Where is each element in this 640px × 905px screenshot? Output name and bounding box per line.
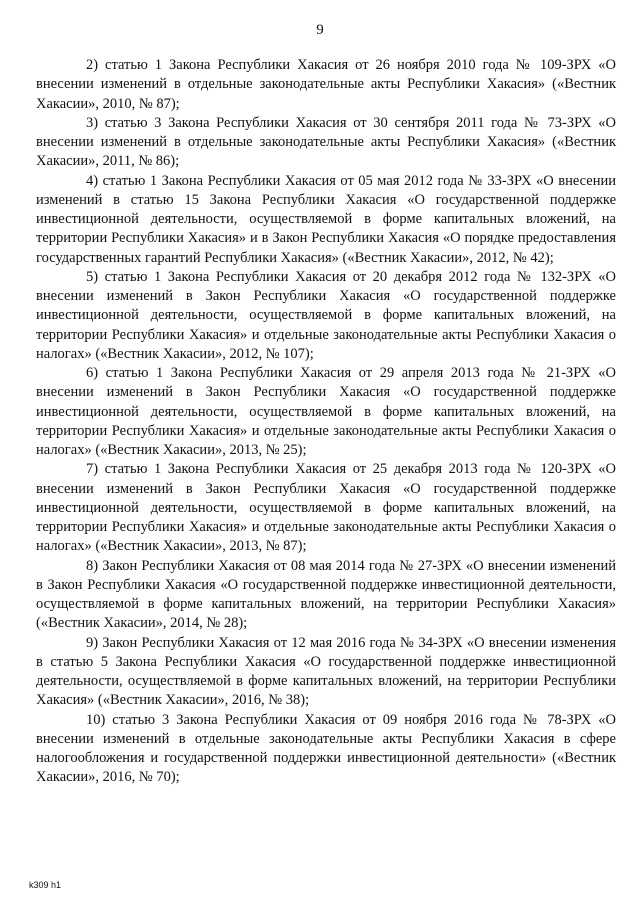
list-item: 5) статью 1 Закона Республики Хакасия от 20 декабря 2012 года № 132-ЗРХ «О внесении изменений в Закон Республики Хакасия «О государственной поддержке инвестиционной деятельности, осуществляемой в форме капитальных вложений, на территории Республики Хакасия» и отдельные законодательные акты Республики Хакасия о налогах» («Вестник Хакасии», 2012, № 107); [36, 268, 616, 362]
document-body [36, 56, 616, 788]
list-item: 7) статью 1 Закона Республики Хакасия от 25 декабря 2013 года № 120-ЗРХ «О внесении изменений в Закон Республики Хакасия «О государственной поддержке инвестиционной деятельности, осуществляемой в форме капитальных вложений, на территории Республики Хакасия» и отдельные законодательные акты Республики Хакасия о налогах» («Вестник Хакасии», 2013, № 87); [36, 461, 616, 555]
list-item: 10) статью 3 Закона Республики Хакасия от 09 ноября 2016 года № 78-ЗРХ «О внесении изменений в отдельные законодательные акты Республики Хакасия в сфере налогообложения и государственной поддержки инвестиционной деятельности» («Вестник Хакасии», 2016, № 70); [36, 711, 616, 786]
list-item: 8) Закон Республики Хакасия от 08 мая 2014 года № 27-ЗРХ «О внесении изменений в Закон Республики Хакасия «О государственной поддержке инвестиционной деятельности, осуществляемой в форме капитальных вложений, на территории Республики Хакасия» («Вестник Хакасии», 2014, № 28); [36, 557, 616, 632]
list-item: 2) статью 1 Закона Республики Хакасия от 26 ноября 2010 года № 109-ЗРХ «О внесении изменений в отдельные законодательные акты Республики Хакасия» («Вестник Хакасии», 2010, № 87); [36, 57, 616, 112]
page-number: 9 [316, 22, 324, 38]
list-item: 3) статью 3 Закона Республики Хакасия от 30 сентября 2011 года № 73-ЗРХ «О внесении изменений в отдельные законодательные акты Республики Хакасия» («Вестник Хакасии», 2011, № 86); [36, 114, 616, 170]
list-item: 6) статью 1 Закона Республики Хакасия от 29 апреля 2013 года № 21-ЗРХ «О внесении изменений в Закон Республики Хакасия «О государственной поддержке инвестиционной деятельности, осуществляемой в форме капитальных вложений, на территории Республики Хакасия» и отдельные законодательные акты Республики Хакасия о налогах» («Вестник Хакасии», 2013, № 25); [36, 365, 616, 458]
list-item: 9) Закон Республики Хакасия от 12 мая 2016 года № 34-ЗРХ «О внесении изменения в статью 5 Закона Республики Хакасия «О государственной поддержке инвестиционной деятельности, осуществляемой в форме капитальных вложений, на территории Республики Хакасия» («Вестник Хакасии», 2016, № 38); [36, 634, 616, 709]
list-item: 4) статью 1 Закона Республики Хакасия от 05 мая 2012 года № 33-ЗРХ «О внесении изменений в статью 15 Закона Республики Хакасия «О государственной поддержке инвестиционной деятельности, осуществляемой в форме капитальных вложений, на территории Республики Хакасия» и в Закон Республики Хакасия «О порядке предоставления государственных гарантий Республики Хакасия» («Вестник Хакасии», 2012, № 42); [36, 172, 616, 266]
footer-code: k309 h1 [29, 880, 62, 890]
